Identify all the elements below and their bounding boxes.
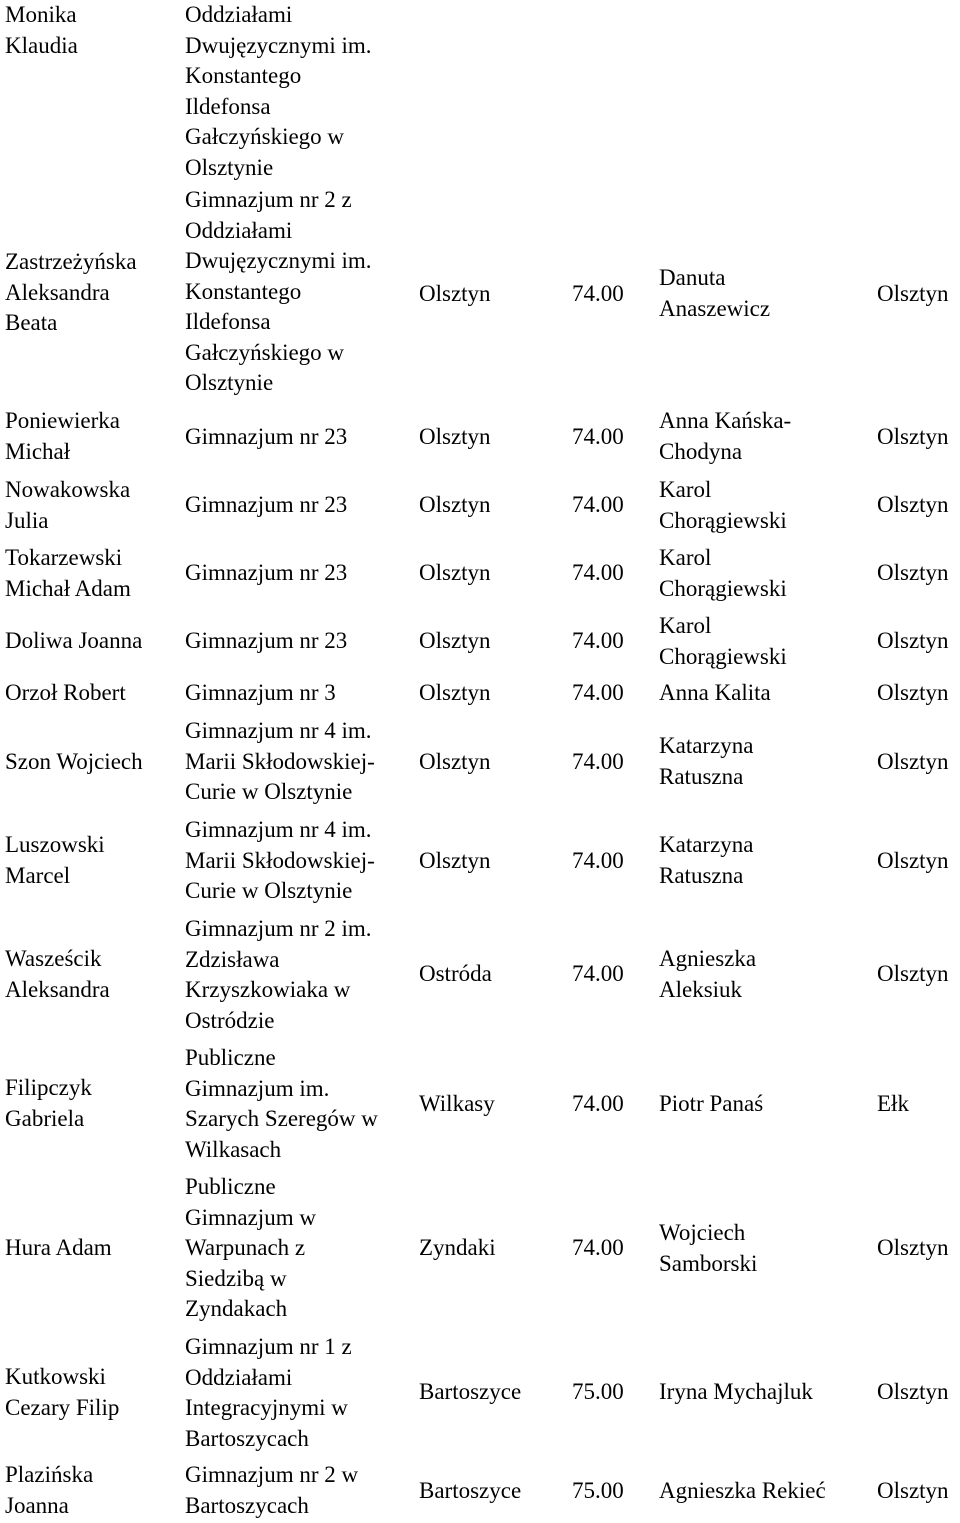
teacher-name: Agnieszka Aleksiuk: [659, 946, 757, 1002]
city: Olsztyn: [419, 848, 491, 873]
score: 74.00: [572, 492, 624, 517]
city: Olsztyn: [419, 281, 491, 306]
table-row: [0, 715, 960, 811]
student-name: Doliwa Joanna: [5, 628, 143, 653]
teacher-name: Piotr Panaś: [659, 1091, 764, 1116]
score: 74.00: [572, 1091, 624, 1116]
teacher-name: Wojciech Samborski: [659, 1220, 758, 1276]
table-row: [0, 0, 960, 185]
teacher-name: Danuta Anaszewicz: [659, 265, 771, 321]
place: Olsztyn: [877, 680, 949, 705]
table-row: [0, 1331, 960, 1458]
teacher-name: Anna Kalita: [659, 680, 771, 705]
table-row: [0, 1171, 960, 1328]
score: 74.00: [572, 848, 624, 873]
teacher-name: Iryna Mychajluk: [659, 1379, 813, 1404]
place: Olsztyn: [877, 961, 949, 986]
school-name: Gimnazjum nr 4 im. Marii Skłodowskiej- Curie w Olsztynie: [185, 817, 375, 903]
place: Olsztyn: [877, 1235, 949, 1260]
student-name: Tokarzewski Michał Adam: [5, 545, 131, 601]
city: Olsztyn: [419, 492, 491, 517]
school-name: Publiczne Gimnazjum im. Szarych Szeregów w Wilkasach: [185, 1045, 378, 1162]
table-row: [0, 405, 960, 471]
place: Olsztyn: [877, 848, 949, 873]
school-name: Publiczne Gimnazjum w Warpunach z Siedzibą w Zyndakach: [185, 1174, 316, 1321]
table-row: [0, 542, 960, 608]
table-row: [0, 610, 960, 676]
teacher-name: Katarzyna Ratuszna: [659, 733, 754, 789]
teacher-name: Agnieszka Rekieć: [659, 1478, 826, 1503]
school-name: Gimnazjum nr 23: [185, 560, 348, 585]
teacher-name: Karol Chorągiewski: [659, 613, 787, 669]
table-row: [0, 913, 960, 1040]
score: 75.00: [572, 1379, 624, 1404]
city: Ostróda: [419, 961, 492, 986]
score: 74.00: [572, 749, 624, 774]
place: Olsztyn: [877, 749, 949, 774]
place: Ełk: [877, 1091, 909, 1116]
student-name: Wasześcik Aleksandra: [5, 946, 110, 1002]
teacher-name: Katarzyna Ratuszna: [659, 832, 754, 888]
teacher-name: Anna Kańska- Chodyna: [659, 408, 792, 464]
place: Olsztyn: [877, 281, 949, 306]
score: 74.00: [572, 1235, 624, 1260]
place: Olsztyn: [877, 424, 949, 449]
student-name: Nowakowska Julia: [5, 477, 131, 533]
school-name: Gimnazjum nr 1 z Oddziałami Integracyjnymi w Bartoszycach: [185, 1334, 352, 1451]
table-row: [0, 474, 960, 540]
teacher-name: Karol Chorągiewski: [659, 545, 787, 601]
school-name: Gimnazjum nr 23: [185, 628, 348, 653]
city: Wilkasy: [419, 1091, 495, 1116]
school-name: Gimnazjum nr 4 im. Marii Skłodowskiej- Curie w Olsztynie: [185, 718, 375, 804]
score: 74.00: [572, 961, 624, 986]
city: Bartoszyce: [419, 1478, 522, 1503]
city: Olsztyn: [419, 560, 491, 585]
table-row: [0, 678, 960, 711]
score: 74.00: [572, 281, 624, 306]
school-name: Oddziałami Dwujęzycznymi im. Konstantego Ildefonsa Gałczyńskiego w Olsztynie: [185, 2, 372, 180]
city: Olsztyn: [419, 628, 491, 653]
place: Olsztyn: [877, 1478, 949, 1503]
student-name: Orzoł Robert: [5, 680, 126, 705]
place: Olsztyn: [877, 628, 949, 653]
table-row: [0, 1042, 960, 1169]
teacher-name: Karol Chorągiewski: [659, 477, 787, 533]
student-name: Szon Wojciech: [5, 749, 143, 774]
city: Bartoszyce: [419, 1379, 522, 1404]
city: Olsztyn: [419, 680, 491, 705]
place: Olsztyn: [877, 492, 949, 517]
student-name: Monika Klaudia: [5, 2, 78, 58]
table-row: [0, 185, 960, 405]
score: 75.00: [572, 1478, 624, 1503]
school-name: Gimnazjum nr 2 w Bartoszycach: [185, 1462, 359, 1518]
school-name: Gimnazjum nr 3: [185, 680, 336, 705]
city: Olsztyn: [419, 424, 491, 449]
score: 74.00: [572, 680, 624, 705]
student-name: Plazińska Joanna: [5, 1462, 94, 1518]
student-name: Kutkowski Cezary Filip: [5, 1364, 120, 1420]
table-row: [0, 1460, 960, 1523]
school-name: Gimnazjum nr 2 z Oddziałami Dwujęzycznymi im. Konstantego Ildefonsa Gałczyńskiego w Olsztynie: [185, 187, 372, 395]
score: 74.00: [572, 424, 624, 449]
school-name: Gimnazjum nr 2 im. Zdzisława Krzyszkowiaka w Ostródzie: [185, 916, 372, 1033]
table-row: [0, 814, 960, 910]
city: Olsztyn: [419, 749, 491, 774]
score: 74.00: [572, 560, 624, 585]
student-name: Poniewierka Michał: [5, 408, 120, 464]
student-name: Hura Adam: [5, 1235, 112, 1260]
student-name: Filipczyk Gabriela: [5, 1075, 92, 1131]
score: 74.00: [572, 628, 624, 653]
city: Zyndaki: [419, 1235, 496, 1260]
student-name: Luszowski Marcel: [5, 832, 105, 888]
school-name: Gimnazjum nr 23: [185, 424, 348, 449]
school-name: Gimnazjum nr 23: [185, 492, 348, 517]
place: Olsztyn: [877, 1379, 949, 1404]
student-name: Zastrzeżyńska Aleksandra Beata: [5, 249, 137, 335]
place: Olsztyn: [877, 560, 949, 585]
